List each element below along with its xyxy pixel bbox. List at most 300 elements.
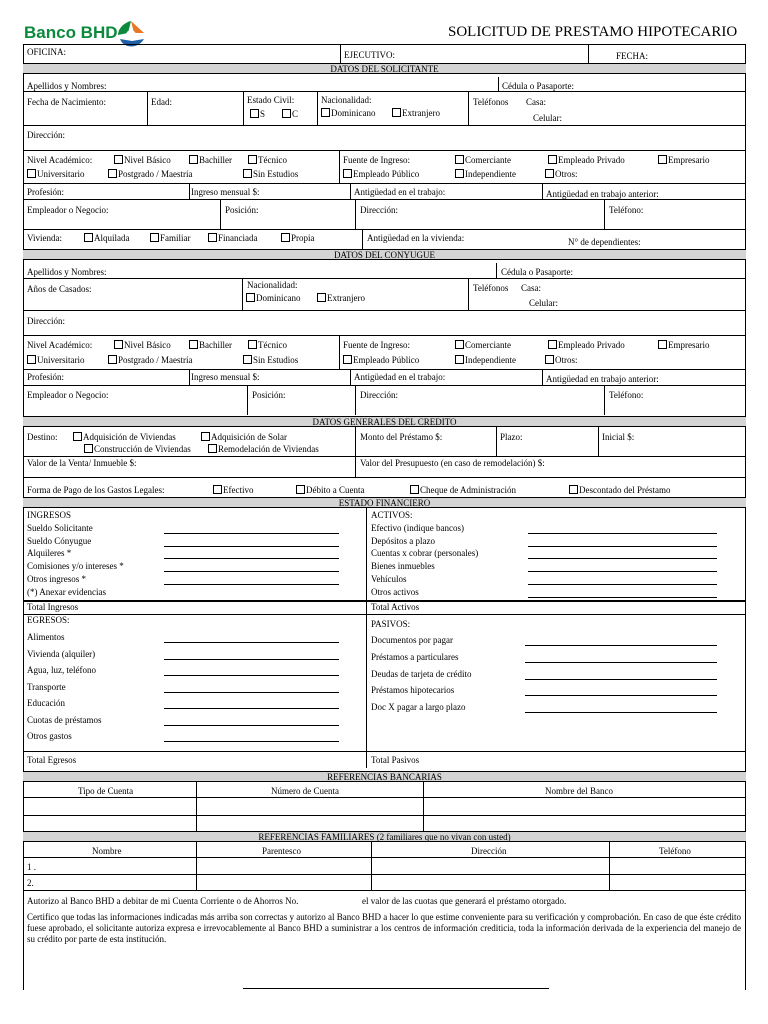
- section-ref-familiares: REFERENCIAS FAMILIARES (2 familiares que no vivan con usted): [23, 831, 746, 842]
- field-cedula[interactable]: Cédula o Pasaporte:: [502, 81, 574, 91]
- egreso-amount-field[interactable]: [164, 692, 339, 693]
- checkbox-empleado-privado[interactable]: [548, 155, 625, 165]
- label-telefonos: Teléfonos: [473, 97, 509, 107]
- divider: [340, 44, 341, 63]
- field-posicion-conyugue[interactable]: Posición:: [252, 390, 286, 400]
- checkbox-tecnico-conyugue[interactable]: [248, 340, 287, 350]
- col-parentesco: Parentesco: [262, 846, 301, 856]
- label-fecha: FECHA:: [616, 51, 649, 61]
- checkbox-box[interactable]: [73, 432, 82, 441]
- egreso-label: Cuotas de préstamos: [27, 714, 102, 725]
- divider: [23, 751, 746, 752]
- checkbox-box[interactable]: [343, 355, 352, 364]
- checkbox-box[interactable]: [189, 155, 198, 164]
- checkbox-label: Efectivo: [223, 485, 254, 495]
- divider: [23, 369, 746, 370]
- activo-label: Otros activos: [371, 586, 419, 597]
- checkbox-label: Nivel Básico: [124, 155, 171, 165]
- divider: [609, 842, 610, 890]
- checkbox-universitario[interactable]: [27, 169, 85, 179]
- checkbox-extranjero[interactable]: [392, 108, 440, 118]
- field-apellidos-conyugue[interactable]: Apellidos y Nombres:: [27, 267, 107, 277]
- checkbox-familiar[interactable]: [150, 233, 191, 243]
- pasivo-amount-field[interactable]: [525, 645, 717, 646]
- egreso-amount-field[interactable]: [164, 642, 339, 643]
- checkbox-adq-solar[interactable]: [201, 432, 287, 442]
- section-ref-bancarias: REFERENCIAS BANCARIAS: [23, 771, 746, 782]
- label-ingresos: INGRESOS: [27, 510, 72, 520]
- ingreso-amount-field[interactable]: [164, 546, 339, 547]
- checkbox-bachiller-conyugue[interactable]: [189, 340, 232, 350]
- checkbox-casado[interactable]: [282, 109, 298, 119]
- checkbox-box[interactable]: [296, 485, 305, 494]
- activo-label: Depósitos a plazo: [371, 535, 435, 546]
- checkbox-box[interactable]: [281, 233, 290, 242]
- field-profesion[interactable]: Profesión:: [27, 187, 64, 197]
- checkbox-label: Extranjero: [402, 108, 440, 118]
- field-anos-casados[interactable]: Años de Casados:: [27, 284, 92, 294]
- label-fuente-ingreso: Fuente de Ingreso:: [343, 155, 410, 165]
- checkbox-label: Empleado Público: [353, 355, 420, 365]
- field-total-egresos[interactable]: Total Egresos: [27, 755, 77, 765]
- ingreso-label: Sueldo Cónyugue: [27, 535, 92, 546]
- checkbox-dominicano-conyugue[interactable]: [246, 293, 301, 303]
- field-antiguedad[interactable]: Antigüedad en el trabajo:: [354, 187, 446, 197]
- activo-amount-field[interactable]: [528, 558, 717, 559]
- label-pasivos: PASIVOS:: [371, 619, 411, 629]
- divider: [604, 385, 605, 415]
- activo-amount-field[interactable]: [528, 533, 717, 534]
- divider: [23, 91, 746, 92]
- checkbox-box[interactable]: [455, 169, 464, 178]
- checkbox-label: Construcción de Viviendas: [94, 444, 191, 454]
- divider: [23, 125, 746, 126]
- checkbox-label: Empresario: [668, 155, 710, 165]
- checkbox-box[interactable]: [84, 233, 93, 242]
- egreso-label: Alimentos: [27, 632, 65, 642]
- divider: [366, 508, 367, 768]
- checkbox-box[interactable]: [201, 432, 210, 441]
- checkbox-box[interactable]: [84, 444, 93, 453]
- bank-logo-text: Banco BHD: [24, 23, 118, 42]
- label-ejecutivo: EJECUTIVO:: [344, 50, 395, 60]
- checkbox-sin-estudios-conyugue[interactable]: [243, 355, 298, 365]
- checkbox-sin-estudios[interactable]: [243, 169, 298, 179]
- field-monto-prestamo[interactable]: Monto del Préstamo $:: [360, 432, 443, 442]
- divider: [23, 278, 746, 279]
- checkbox-box[interactable]: [321, 108, 330, 117]
- checkbox-box[interactable]: [27, 355, 36, 364]
- egreso-label: Educación: [27, 698, 65, 708]
- checkbox-label: Independiente: [465, 169, 516, 179]
- pasivo-amount-field[interactable]: [525, 679, 717, 680]
- divider: [355, 385, 356, 415]
- checkbox-box[interactable]: [150, 233, 159, 242]
- field-profesion-conyugue[interactable]: Profesión:: [27, 372, 64, 382]
- checkbox-box[interactable]: [569, 485, 578, 494]
- checkbox-box[interactable]: [250, 109, 259, 118]
- checkbox-bachiller[interactable]: [189, 155, 232, 165]
- checkbox-box[interactable]: [108, 169, 117, 178]
- autorizo-text-b: el valor de las cuotas que generará el préstamo otorgado.: [362, 896, 567, 906]
- checkbox-label: Bachiller: [199, 340, 232, 350]
- autorizo-text-a: Autorizo al Banco BHD a debitar de mi Cuenta Corriente o de Ahorros No.: [27, 896, 299, 906]
- field-direccion-trabajo[interactable]: Dirección:: [360, 205, 398, 215]
- checkbox-box[interactable]: [243, 169, 252, 178]
- field-empleador-conyugue[interactable]: Empleador o Negocio:: [27, 390, 109, 400]
- checkbox-otros[interactable]: [545, 169, 578, 179]
- divider: [243, 91, 244, 125]
- frame-left: [23, 44, 24, 990]
- field-apellidos[interactable]: Apellidos y Nombres:: [27, 81, 107, 91]
- table-row[interactable]: [24, 798, 745, 814]
- checkbox-otros-conyugue[interactable]: [545, 355, 578, 365]
- checkbox-label: Propia: [291, 233, 315, 243]
- col-telefono: Teléfono: [659, 846, 691, 856]
- checkbox-tecnico[interactable]: [248, 155, 287, 165]
- divider: [496, 263, 497, 278]
- checkbox-label: Otros:: [555, 169, 578, 179]
- divider: [23, 183, 746, 184]
- checkbox-empleado-publico-conyugue[interactable]: [343, 355, 419, 365]
- checkbox-box[interactable]: [189, 340, 198, 349]
- checkbox-nivel-basico-conyugue[interactable]: [114, 340, 171, 350]
- activo-amount-field[interactable]: [528, 584, 717, 585]
- ingreso-amount-field[interactable]: [164, 584, 339, 585]
- checkbox-independiente-conyugue[interactable]: [455, 355, 516, 365]
- section-estado-financiero: ESTADO FINANCIERO: [23, 497, 746, 508]
- egreso-label: Agua, luz, teléfono: [27, 665, 96, 675]
- field-direccion[interactable]: Dirección:: [27, 130, 65, 140]
- checkbox-comerciante[interactable]: [455, 155, 511, 165]
- divider: [23, 874, 746, 875]
- label-destino: Destino:: [27, 432, 58, 442]
- checkbox-remodelacion[interactable]: [208, 444, 319, 454]
- checkbox-box[interactable]: [114, 155, 123, 164]
- field-inicial[interactable]: Inicial $:: [602, 432, 635, 442]
- label-nivel-academico: Nivel Académico:: [27, 155, 93, 165]
- checkbox-label: Comerciante: [465, 340, 511, 350]
- checkbox-label: Técnico: [258, 155, 287, 165]
- checkbox-label: Universitario: [37, 355, 85, 365]
- checkbox-label: Financiada: [218, 233, 258, 243]
- divider: [23, 857, 746, 858]
- divider: [23, 456, 746, 457]
- checkbox-label: Empleado Privado: [558, 155, 625, 165]
- checkbox-box[interactable]: [343, 169, 352, 178]
- field-antiguedad-vivienda[interactable]: Antigüedad en la vivienda:: [367, 233, 465, 243]
- checkbox-label: Técnico: [258, 340, 287, 350]
- divider: [23, 150, 746, 151]
- field-posicion[interactable]: Posición:: [225, 205, 259, 215]
- field-total-pasivos[interactable]: Total Pasivos: [371, 755, 420, 765]
- label-nivel-academico-conyugue: Nivel Académico:: [27, 340, 93, 350]
- checkbox-label: S: [260, 109, 266, 119]
- ingreso-amount-field[interactable]: [164, 558, 339, 559]
- pasivo-label: Préstamos a particulares: [371, 651, 459, 662]
- label-forma-pago: Forma de Pago de los Gastos Legales:: [27, 485, 165, 495]
- ingreso-amount-field[interactable]: [164, 571, 339, 572]
- pasivo-amount-field[interactable]: [525, 662, 717, 663]
- field-direccion-conyugue[interactable]: Dirección:: [27, 316, 65, 326]
- checkbox-independiente[interactable]: [455, 169, 516, 179]
- field-casa[interactable]: Casa:: [526, 97, 546, 107]
- checkbox-label: Familiar: [160, 233, 191, 243]
- label-oficina: OFICINA:: [27, 47, 67, 57]
- checkbox-postgrado[interactable]: [108, 169, 193, 179]
- activo-amount-field[interactable]: [528, 597, 717, 598]
- checkbox-financiada[interactable]: [208, 233, 258, 243]
- checkbox-label: Empleado Privado: [558, 340, 625, 350]
- divider: [588, 44, 589, 63]
- ingreso-label: Alquileres *: [27, 548, 72, 559]
- checkbox-label: Bachiller: [199, 155, 232, 165]
- checkbox-label: Adquisición de Solar: [211, 432, 287, 442]
- checkbox-box[interactable]: [27, 169, 36, 178]
- egreso-amount-field[interactable]: [164, 708, 339, 709]
- label-telefonos-conyugue: Teléfonos: [473, 283, 509, 293]
- checkbox-dominicano[interactable]: [321, 108, 376, 118]
- checkbox-descontado[interactable]: [569, 485, 670, 495]
- divider: [468, 91, 469, 125]
- checkbox-label: C: [292, 109, 299, 119]
- checkbox-box[interactable]: [658, 340, 667, 349]
- divider: [23, 310, 746, 311]
- checkbox-label: Extranjero: [327, 293, 365, 303]
- field-celular[interactable]: Celular:: [533, 113, 562, 123]
- divider: [355, 427, 356, 477]
- divider: [23, 335, 746, 336]
- divider: [339, 150, 340, 183]
- divider: [23, 199, 746, 200]
- field-ingreso-conyugue[interactable]: Ingreso mensual $:: [191, 372, 260, 382]
- checkbox-label: Cheque de Administración: [420, 485, 516, 495]
- checkbox-box[interactable]: [455, 355, 464, 364]
- checkbox-box[interactable]: [248, 155, 257, 164]
- col-direccion: Dirección: [471, 846, 507, 856]
- ingreso-amount-field[interactable]: [164, 533, 339, 534]
- ingreso-label: Sueldo Solicitante: [27, 523, 93, 533]
- label-activos: ACTIVOS:: [371, 510, 413, 520]
- checkbox-label: Independiente: [465, 355, 516, 365]
- col-nombre: Nombre: [92, 846, 122, 856]
- field-ingreso-mensual[interactable]: Ingreso mensual $:: [191, 187, 260, 197]
- certifico-text: Certifico que todas las informaciones indicadas más arriba son correctas y autorizo al Banco BHD a hacer lo que estime conveniente para su verificación y comprobación. En caso de que éste crédito fuese aprobado, el solicitante autoriza expresa e irrevocablemente al Banco BHD a suministrar a los centros de información crediticia, toda la información derivada de la experiencia del manejo de su crédito por parte de esta institución.: [27, 912, 741, 944]
- divider: [23, 477, 746, 478]
- checkbox-box[interactable]: [455, 155, 464, 164]
- table-row[interactable]: [24, 816, 745, 831]
- table-row-number: 2.: [27, 878, 34, 888]
- checkbox-soltero[interactable]: [250, 109, 265, 119]
- label-nacionalidad-conyugue: Nacionalidad:: [247, 280, 298, 290]
- label-fuente-ingreso-conyugue: Fuente de Ingreso:: [343, 340, 410, 350]
- checkbox-box[interactable]: [248, 340, 257, 349]
- field-empleador[interactable]: Empleador o Negocio:: [27, 205, 109, 215]
- checkbox-label: Dominicano: [256, 293, 301, 303]
- divider: [362, 229, 363, 249]
- divider: [23, 229, 746, 230]
- checkbox-empleado-publico[interactable]: [343, 169, 419, 179]
- section-credito: DATOS GENERALES DEL CREDITO: [23, 416, 746, 427]
- field-antiguedad-conyugue[interactable]: Antigüedad en el trabajo:: [354, 372, 446, 382]
- divider: [542, 183, 543, 199]
- checkbox-alquilada[interactable]: [84, 233, 130, 243]
- field-valor-venta[interactable]: Valor de la Venta/ Inmueble $:: [27, 458, 137, 468]
- form-title: SOLICITUD DE PRESTAMO HIPOTECARIO: [448, 24, 738, 40]
- pasivo-amount-field[interactable]: [525, 695, 717, 696]
- field-dependientes[interactable]: N° de dependientes:: [568, 237, 641, 247]
- field-plazo[interactable]: Plazo:: [500, 432, 523, 442]
- checkbox-box[interactable]: [658, 155, 667, 164]
- bank-logo-icon: [114, 19, 148, 51]
- activo-label: Efectivo (indique bancos): [371, 523, 464, 533]
- egreso-amount-field[interactable]: [164, 659, 339, 660]
- activo-amount-field[interactable]: [528, 571, 717, 572]
- divider: [468, 278, 469, 310]
- divider: [189, 369, 190, 385]
- checkbox-construccion[interactable]: [84, 444, 191, 454]
- checkbox-box[interactable]: [208, 233, 217, 242]
- egreso-label: Transporte: [27, 681, 66, 692]
- divider: [350, 369, 351, 385]
- divider: [498, 77, 499, 91]
- field-casa-conyugue[interactable]: Casa:: [521, 283, 541, 293]
- checkbox-box[interactable]: [545, 355, 554, 364]
- checkbox-box[interactable]: [545, 169, 554, 178]
- divider: [371, 842, 372, 890]
- checkbox-box[interactable]: [213, 485, 222, 494]
- checkbox-label: Dominicano: [331, 108, 376, 118]
- divider: [355, 199, 356, 229]
- checkbox-label: Universitario: [37, 169, 85, 179]
- section-solicitante: DATOS DEL SOLICITANTE: [23, 63, 746, 74]
- egreso-amount-field[interactable]: [164, 675, 339, 676]
- checkbox-label: Sin Estudios: [253, 355, 299, 365]
- checkbox-label: Empleado Público: [353, 169, 420, 179]
- pasivo-amount-field[interactable]: [525, 712, 717, 713]
- field-cedula-conyugue[interactable]: Cédula o Pasaporte:: [501, 267, 573, 277]
- checkbox-box[interactable]: [282, 109, 291, 118]
- divider: [147, 91, 148, 125]
- egreso-amount-field[interactable]: [164, 741, 339, 742]
- checkbox-box[interactable]: [317, 293, 326, 302]
- checkbox-box[interactable]: [548, 340, 557, 349]
- checkbox-universitario-conyugue[interactable]: [27, 355, 85, 365]
- checkbox-propia[interactable]: [281, 233, 315, 243]
- checkbox-empleado-privado-conyugue[interactable]: [548, 340, 625, 350]
- activo-label: Vehículos: [371, 573, 407, 584]
- checkbox-debito-cuenta[interactable]: [296, 485, 364, 495]
- field-valor-presupuesto[interactable]: Valor del Presupuesto (en caso de remodelación) $:: [360, 458, 545, 468]
- field-antiguedad-anterior-conyugue[interactable]: Antigüedad en trabajo anterior:: [546, 374, 659, 384]
- divider: [23, 385, 746, 386]
- field-telefono-conyugue[interactable]: Teléfono:: [609, 390, 644, 400]
- checkbox-box[interactable]: [208, 444, 217, 453]
- activo-amount-field[interactable]: [528, 546, 717, 547]
- table-row-number: 1 .: [27, 862, 36, 872]
- checkbox-label: Alquilada: [94, 233, 130, 243]
- checkbox-box[interactable]: [243, 355, 252, 364]
- checkbox-box[interactable]: [410, 485, 419, 494]
- checkbox-label: Sin Estudios: [253, 169, 299, 179]
- divider: [189, 183, 190, 199]
- checkbox-label: Remodelación de Viviendas: [218, 444, 319, 454]
- checkbox-box[interactable]: [108, 355, 117, 364]
- checkbox-label: Nivel Básico: [124, 340, 171, 350]
- pasivo-label: Préstamos hipotecarios: [371, 685, 455, 696]
- field-total-activos[interactable]: Total Activos: [371, 602, 420, 612]
- checkbox-label: Otros:: [555, 355, 578, 365]
- divider: [242, 278, 243, 310]
- divider: [604, 199, 605, 229]
- checkbox-empresario-conyugue[interactable]: [658, 340, 709, 350]
- divider: [542, 369, 543, 385]
- checkbox-comerciante-conyugue[interactable]: [455, 340, 511, 350]
- label-egresos: EGRESOS:: [27, 615, 70, 625]
- activo-label: Cuentas x cobrar (personales): [371, 548, 479, 559]
- field-celular-conyugue[interactable]: Celular:: [529, 298, 558, 308]
- col-tipo-cuenta: Tipo de Cuenta: [78, 786, 134, 796]
- checkbox-label: Adquisición de Viviendas: [83, 432, 176, 442]
- checkbox-postgrado-conyugue[interactable]: [108, 355, 193, 365]
- ingreso-label: Otros ingresos *: [27, 573, 86, 584]
- pasivo-label: Documentos por pagar: [371, 635, 453, 645]
- divider: [196, 842, 197, 890]
- checkbox-label: Postgrado / Maestría: [118, 355, 193, 365]
- label-vivienda: Vivienda:: [27, 233, 62, 243]
- checkbox-box[interactable]: [246, 293, 255, 302]
- col-nombre-banco: Nombre del Banco: [545, 786, 613, 796]
- divider: [23, 614, 746, 615]
- checkbox-efectivo[interactable]: [213, 485, 254, 495]
- egreso-amount-field[interactable]: [164, 725, 339, 726]
- field-edad[interactable]: Edad:: [151, 97, 172, 107]
- field-telefono-trabajo[interactable]: Teléfono:: [609, 205, 644, 215]
- pasivo-label: Deudas de tarjeta de crédito: [371, 668, 472, 679]
- section-conyugue: DATOS DEL CONYUGUE: [23, 249, 746, 260]
- ingreso-label: Comisiones y/o intereses *: [27, 561, 124, 572]
- label-nacionalidad: Nacionalidad:: [321, 95, 372, 105]
- divider: [496, 427, 497, 456]
- divider: [598, 427, 599, 456]
- checkbox-box[interactable]: [392, 108, 401, 117]
- checkbox-box[interactable]: [114, 340, 123, 349]
- divider: [220, 199, 221, 229]
- egreso-label: Vivienda (alquiler): [27, 648, 96, 659]
- checkbox-label: Postgrado / Maestría: [118, 169, 193, 179]
- checkbox-empresario[interactable]: [658, 155, 709, 165]
- frame-right: [745, 44, 746, 990]
- field-direccion-trabajo-conyugue[interactable]: Dirección:: [360, 390, 398, 400]
- checkbox-box[interactable]: [548, 155, 557, 164]
- checkbox-adq-viviendas[interactable]: [73, 432, 176, 442]
- checkbox-box[interactable]: [455, 340, 464, 349]
- checkbox-label: Empresario: [668, 340, 710, 350]
- divider: [23, 890, 746, 891]
- divider: [247, 385, 248, 415]
- signature-line[interactable]: [243, 988, 549, 989]
- checkbox-extranjero-conyugue[interactable]: [317, 293, 365, 303]
- checkbox-label: Débito a Cuenta: [306, 485, 365, 495]
- label-estado-civil: Estado Civil:: [247, 95, 295, 105]
- egreso-label: Otros gastos: [27, 731, 72, 741]
- field-antiguedad-anterior[interactable]: Antigüedad en trabajo anterior:: [546, 189, 659, 199]
- col-numero-cuenta: Número de Cuenta: [271, 786, 339, 796]
- field-fecha-nacimiento[interactable]: Fecha de Nacimiento:: [27, 97, 106, 107]
- field-total-ingresos[interactable]: Total Ingresos: [27, 602, 79, 612]
- checkbox-cheque-admin[interactable]: [410, 485, 516, 495]
- checkbox-nivel-basico[interactable]: [114, 155, 171, 165]
